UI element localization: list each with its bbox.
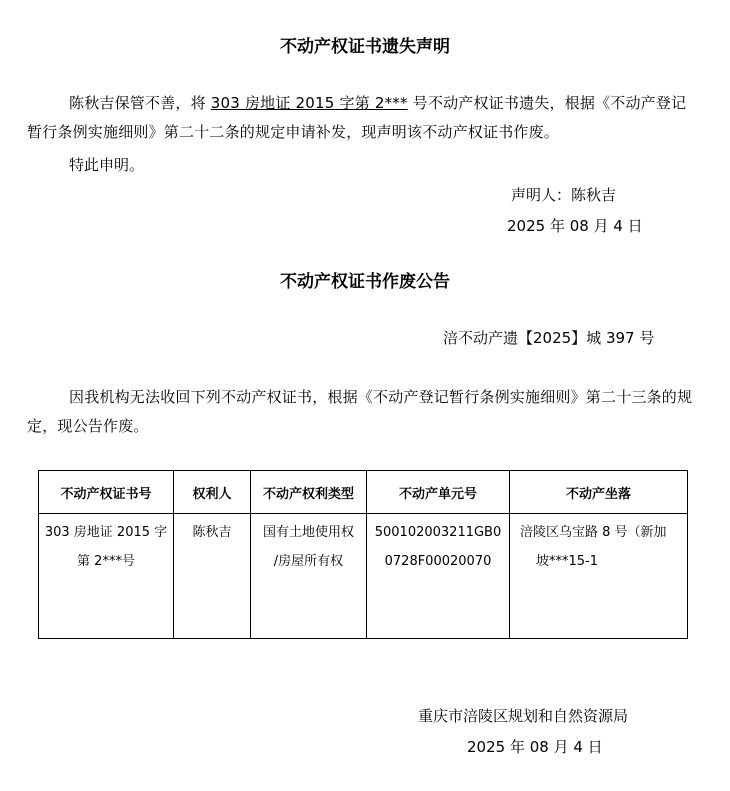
declaration-body-part2: 号不动产权证书遗失，根据《不动产登记暂行条例实施细则》第二十二条的规定申请补发，现声明该不动产权证书作废。 [27,94,687,141]
cell-location [510,514,688,639]
announcement-title: 不动产权证书作废公告 [280,272,450,292]
unit-number-line1: 500102003211GB0 [374,525,502,540]
unit-number-line2: 0728F00020070 [384,554,492,569]
declaration-closing: 特此申明。 [69,156,145,174]
header-holder: 权利人 [174,471,251,514]
cell-cert-number [39,514,174,639]
issuing-authority: 重庆市涪陵区规划和自然资源局 [418,707,629,725]
table-row [39,514,688,639]
certificate-table [38,470,688,639]
announcement-date: 2025 年 08 月 4 日 [467,738,603,756]
right-type-line2: /房屋所有权 [273,554,344,569]
declaration-date: 2025 年 08 月 4 日 [507,217,643,235]
header-cert-number: 不动产权证书号 [39,471,174,514]
declaration-title: 不动产权证书遗失声明 [280,37,450,57]
location-line1: 涪陵区乌宝路 8 号（新加 [520,525,667,540]
right-type-line1: 国有土地使用权 [262,525,354,540]
announcement-reference-number: 涪不动产遗【2025】城 397 号 [443,329,655,347]
holder-name: 陈秋吉 [192,525,232,540]
announcement-body: 因我机构无法收回下列不动产权证书，根据《不动产登记暂行条例实施细则》第二十三条的规定，现公告作废。 [27,388,693,435]
header-right-type: 不动产权利类型 [251,471,367,514]
cell-right-type [251,514,367,639]
table-header-row [39,471,688,514]
declaration-body [27,89,695,147]
location-line2: 坡***15-1 [536,554,599,569]
declarant-signature: 声明人：陈秋吉 [511,186,617,204]
cell-holder [174,514,251,639]
header-location: 不动产坐落 [510,471,688,514]
declaration-cert-number: 303 房地证 2015 字第 2*** [210,94,408,112]
cert-number-line1: 303 房地证 2015 字 [44,525,168,540]
declaration-body-part1: 陈秋吉保管不善，将 [69,94,211,112]
header-unit-number: 不动产单元号 [367,471,510,514]
cell-unit-number [367,514,510,639]
cert-number-line2: 第 2***号 [77,554,135,569]
